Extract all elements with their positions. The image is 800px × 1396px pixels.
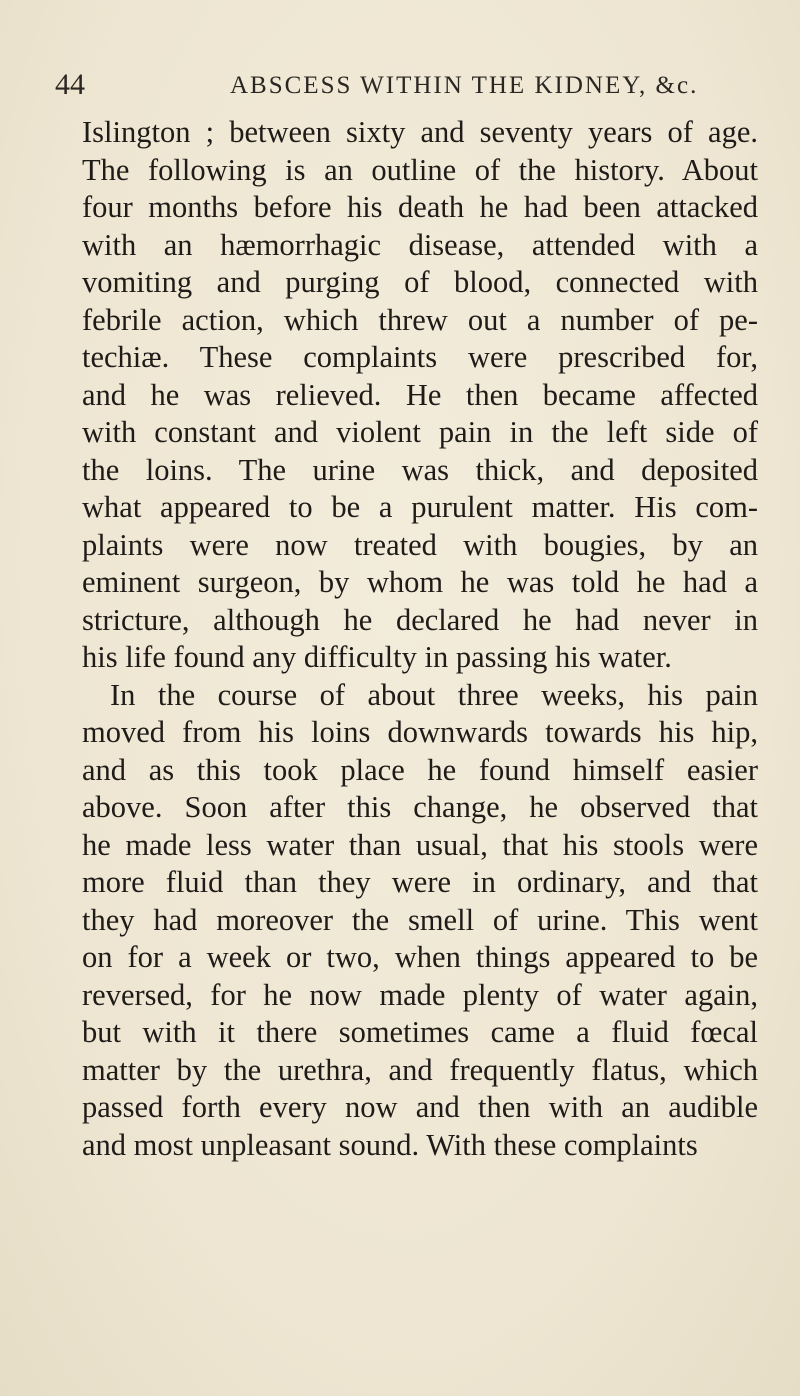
text-line: and as this took place he found himself easier — [82, 752, 758, 787]
text-line: eminent surgeon, by whom he was told he had a — [82, 565, 758, 599]
text-line: passed forth every now and then with an audible — [82, 1090, 758, 1124]
text-line: plaints were now treated with bougies, by an — [82, 527, 758, 562]
text-line: vomiting and purging of blood, connected with — [82, 265, 758, 299]
running-head: ABSCESS WITHIN THE KIDNEY, &c. — [230, 72, 699, 99]
text-line: In the course of about three weeks, his pain — [110, 677, 758, 712]
page-header — [55, 68, 755, 108]
text-line: with constant and violent pain in the left side of — [82, 415, 758, 449]
page-number: 44 — [55, 68, 85, 101]
text-line: his life found any difficulty in passing his water. — [82, 640, 672, 674]
text-line: and he was relieved. He then became affected — [82, 377, 758, 412]
text-line: they had moreover the smell of urine. This went — [82, 902, 758, 937]
text-line: stricture, although he declared he had never in — [82, 602, 758, 637]
body-text — [82, 114, 758, 1164]
text-line: with an hæmorrhagic disease, attended with a — [82, 227, 758, 262]
text-line: Islington ; between sixty and seventy years of age. — [82, 115, 758, 149]
text-line: but with it there sometimes came a fluid fœcal — [82, 1015, 758, 1049]
text-line: on for a week or two, when things appeared to be — [82, 940, 758, 974]
text-line: and most unpleasant sound. With these complaints — [82, 1127, 698, 1162]
text-line: febrile action, which threw out a number of pe- — [82, 302, 758, 337]
text-line: what appeared to be a purulent matter. His com- — [82, 490, 758, 524]
text-line: he made less water than usual, that his stools were — [82, 827, 758, 862]
text-line: the loins. The urine was thick, and deposited — [82, 452, 758, 487]
text-line: reversed, for he now made plenty of water again, — [82, 977, 758, 1012]
text-line: above. Soon after this change, he observed that — [82, 790, 758, 824]
text-line: moved from his loins downwards towards his hip, — [82, 715, 758, 749]
text-line: techiæ. These complaints were prescribed for, — [82, 340, 758, 374]
text-line: more fluid than they were in ordinary, and that — [82, 865, 758, 899]
text-line: The following is an outline of the history. About — [82, 152, 758, 187]
text-line: four months before his death he had been attacked — [82, 190, 758, 224]
text-line: matter by the urethra, and frequently flatus, which — [82, 1052, 758, 1087]
